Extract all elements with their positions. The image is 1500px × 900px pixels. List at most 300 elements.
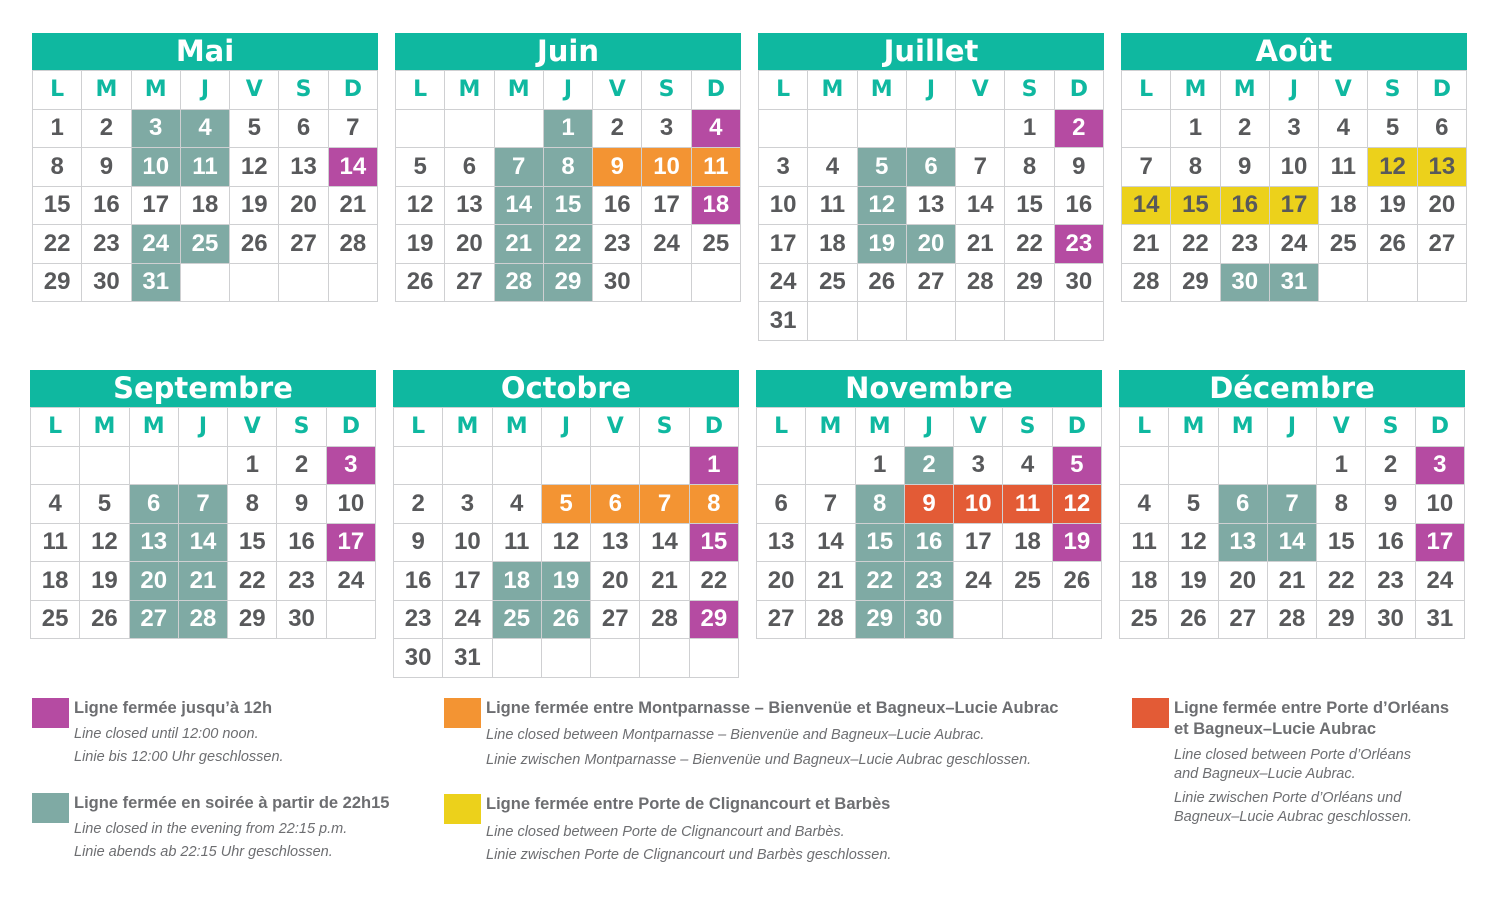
calendar-day: 4: [181, 110, 230, 149]
calendar-day: 26: [858, 264, 907, 303]
empty-day-cell: [642, 264, 691, 303]
calendar-day: 8: [228, 485, 277, 524]
calendar-day: 17: [642, 187, 691, 226]
calendar-day: 7: [329, 110, 378, 149]
calendar-day: 1: [1005, 110, 1054, 149]
calendar-day: 21: [495, 225, 544, 264]
empty-day-cell: [542, 447, 591, 486]
calendar-day: 25: [493, 601, 542, 640]
calendar-day: 13: [1418, 148, 1467, 187]
calendar-day: 29: [33, 264, 82, 303]
weekday-header: L: [1120, 408, 1169, 447]
calendar-day: 21: [1268, 562, 1317, 601]
empty-day-cell: [1003, 601, 1052, 640]
calendar-day: 21: [640, 562, 689, 601]
calendar-day: 14: [806, 524, 855, 563]
empty-day-cell: [1219, 447, 1268, 486]
weekday-header: M: [82, 71, 131, 110]
calendar-day: 16: [1055, 187, 1104, 226]
empty-day-cell: [394, 447, 443, 486]
legend-text-de-line1: Linie zwischen Porte d’Orléans und: [1174, 790, 1402, 806]
calendar-day: 30: [394, 639, 443, 678]
calendar-day: 19: [1053, 524, 1102, 563]
calendar-grid: [756, 407, 1102, 639]
calendar-day: 1: [1171, 110, 1220, 149]
weekday-header: D: [329, 71, 378, 110]
legend-text-de: Linie zwischen Montparnasse – Bienvenüe und Bagneux–Lucie Aubrac geschlossen.: [486, 752, 1032, 768]
calendar-day: 24: [1270, 225, 1319, 264]
legend-text-en: Line closed in the evening from 22:15 p.m.: [74, 821, 348, 837]
empty-day-cell: [808, 110, 857, 149]
weekday-header: V: [1317, 408, 1366, 447]
empty-day-cell: [1055, 302, 1104, 341]
calendar-day: 31: [443, 639, 492, 678]
calendar-day: 14: [495, 187, 544, 226]
empty-day-cell: [1120, 447, 1169, 486]
calendar-day: 14: [329, 148, 378, 187]
empty-day-cell: [230, 264, 279, 303]
legend-text-en-line1: Line closed between Porte d’Orléans: [1174, 747, 1411, 763]
month-title: Novembre: [756, 370, 1102, 407]
calendar-day: 2: [1221, 110, 1270, 149]
calendar-day: 25: [692, 225, 741, 264]
calendar-day: 3: [1270, 110, 1319, 149]
calendar-day: 28: [495, 264, 544, 303]
calendar-day: 5: [1368, 110, 1417, 149]
weekday-header: J: [905, 408, 954, 447]
calendar-day: 14: [1268, 524, 1317, 563]
calendar-day: 24: [759, 264, 808, 303]
calendar-day: 15: [1005, 187, 1054, 226]
legend-text-en: Line closed until 12:00 noon.: [74, 726, 259, 742]
calendar-day: 31: [132, 264, 181, 303]
calendar-day: 4: [808, 148, 857, 187]
calendar-grid: [1119, 407, 1465, 639]
empty-day-cell: [640, 447, 689, 486]
calendar-day: 7: [806, 485, 855, 524]
calendar-day: 25: [1120, 601, 1169, 640]
calendar-grid: [32, 70, 378, 302]
calendar-day: 9: [277, 485, 326, 524]
calendar-day: 12: [1368, 148, 1417, 187]
calendar-day: 27: [130, 601, 179, 640]
calendar-day: 25: [1003, 562, 1052, 601]
calendar-day: 20: [757, 562, 806, 601]
legend-swatch-noon: [32, 698, 69, 728]
calendar-day: 6: [907, 148, 956, 187]
calendar-day: 19: [230, 187, 279, 226]
calendar-day: 16: [82, 187, 131, 226]
calendar-day: 17: [132, 187, 181, 226]
calendar-day: 6: [591, 485, 640, 524]
calendar-day: 1: [856, 447, 905, 486]
legend-title: Ligne fermée en soirée à partir de 22h15: [74, 794, 390, 812]
calendar-day: 7: [495, 148, 544, 187]
calendar-day: 29: [1317, 601, 1366, 640]
calendar-day: 12: [858, 187, 907, 226]
legend-noon: [32, 698, 432, 773]
calendar-day: 22: [1171, 225, 1220, 264]
calendar-day: 15: [544, 187, 593, 226]
calendar-day: 23: [277, 562, 326, 601]
empty-day-cell: [806, 447, 855, 486]
weekday-header: V: [228, 408, 277, 447]
calendar-day: 27: [757, 601, 806, 640]
weekday-header: S: [640, 408, 689, 447]
weekday-header: D: [690, 408, 739, 447]
legend-title: Ligne fermée jusqu’à 12h: [74, 699, 273, 717]
calendar-day: 20: [130, 562, 179, 601]
calendar-day: 25: [1319, 225, 1368, 264]
legend-text-de: Linie bis 12:00 Uhr geschlossen.: [74, 749, 284, 765]
weekday-header: M: [443, 408, 492, 447]
empty-day-cell: [956, 110, 1005, 149]
empty-day-cell: [1368, 264, 1417, 303]
calendar-day: 5: [230, 110, 279, 149]
legend-swatch-orleans: [1132, 698, 1169, 728]
calendar-day: 27: [1418, 225, 1467, 264]
weekday-header: V: [954, 408, 1003, 447]
calendar-day: 11: [692, 148, 741, 187]
empty-day-cell: [954, 601, 1003, 640]
month-title: Juin: [395, 33, 741, 70]
empty-day-cell: [858, 302, 907, 341]
calendar-day: 30: [1221, 264, 1270, 303]
empty-day-cell: [692, 264, 741, 303]
weekday-header: S: [642, 71, 691, 110]
weekday-header: M: [445, 71, 494, 110]
empty-day-cell: [31, 447, 80, 486]
calendar-day: 6: [1418, 110, 1467, 149]
calendar-day: 9: [82, 148, 131, 187]
empty-day-cell: [1319, 264, 1368, 303]
weekday-header: V: [591, 408, 640, 447]
calendar-day: 14: [179, 524, 228, 563]
weekday-header: V: [956, 71, 1005, 110]
calendar-day: 9: [394, 524, 443, 563]
calendar-day: 7: [179, 485, 228, 524]
calendar-day: 23: [394, 601, 443, 640]
calendar-day: 21: [806, 562, 855, 601]
weekday-header: J: [542, 408, 591, 447]
calendar-day: 5: [80, 485, 129, 524]
calendar-day: 9: [593, 148, 642, 187]
legend-title-line2: et Bagneux–Lucie Aubrac: [1174, 720, 1377, 738]
weekday-header: J: [181, 71, 230, 110]
calendar-day: 18: [31, 562, 80, 601]
calendar-day: 1: [228, 447, 277, 486]
legend-orleans: [1132, 698, 1472, 833]
calendar-day: 12: [1169, 524, 1218, 563]
calendar-day: 19: [858, 225, 907, 264]
calendar-day: 23: [1055, 225, 1104, 264]
weekday-header: J: [1268, 408, 1317, 447]
calendar-day: 18: [1120, 562, 1169, 601]
calendar-day: 11: [1003, 485, 1052, 524]
empty-day-cell: [396, 110, 445, 149]
calendar-day: 4: [31, 485, 80, 524]
month-calendar-septembre: [30, 370, 376, 639]
calendar-day: 22: [544, 225, 593, 264]
calendar-day: 3: [443, 485, 492, 524]
calendar-day: 20: [907, 225, 956, 264]
calendar-day: 16: [905, 524, 954, 563]
calendar-day: 5: [396, 148, 445, 187]
calendar-day: 16: [1366, 524, 1415, 563]
empty-day-cell: [179, 447, 228, 486]
empty-day-cell: [1122, 110, 1171, 149]
legend-text-en-line2: and Bagneux–Lucie Aubrac.: [1174, 766, 1356, 782]
calendar-day: 23: [905, 562, 954, 601]
calendar-day: 13: [445, 187, 494, 226]
empty-day-cell: [1268, 447, 1317, 486]
calendar-day: 13: [757, 524, 806, 563]
calendar-day: 3: [642, 110, 691, 149]
calendar-day: 2: [277, 447, 326, 486]
calendar-day: 18: [493, 562, 542, 601]
calendar-day: 26: [1053, 562, 1102, 601]
calendar-day: 1: [690, 447, 739, 486]
calendar-day: 9: [1366, 485, 1415, 524]
calendar-day: 17: [954, 524, 1003, 563]
calendar-day: 23: [82, 225, 131, 264]
calendar-day: 11: [1319, 148, 1368, 187]
calendar-day: 2: [394, 485, 443, 524]
legend-text-de-line2: Bagneux–Lucie Aubrac geschlossen.: [1174, 809, 1413, 825]
weekday-header: S: [1368, 71, 1417, 110]
calendar-day: 22: [690, 562, 739, 601]
empty-day-cell: [279, 264, 328, 303]
calendar-day: 4: [692, 110, 741, 149]
empty-day-cell: [80, 447, 129, 486]
weekday-header: M: [493, 408, 542, 447]
calendar-day: 1: [33, 110, 82, 149]
weekday-header: V: [230, 71, 279, 110]
calendar-day: 25: [31, 601, 80, 640]
calendar-day: 30: [1055, 264, 1104, 303]
calendar-day: 20: [445, 225, 494, 264]
month-title: Mai: [32, 33, 378, 70]
calendar-day: 18: [181, 187, 230, 226]
month-calendar-juillet: [758, 33, 1104, 341]
calendar-day: 22: [1317, 562, 1366, 601]
weekday-header: V: [1319, 71, 1368, 110]
calendar-day: 10: [327, 485, 376, 524]
calendar-day: 11: [1120, 524, 1169, 563]
calendar-day: 5: [542, 485, 591, 524]
calendar-day: 11: [31, 524, 80, 563]
calendar-day: 10: [954, 485, 1003, 524]
empty-day-cell: [443, 447, 492, 486]
calendar-day: 17: [443, 562, 492, 601]
weekday-header: D: [1053, 408, 1102, 447]
calendar-day: 13: [130, 524, 179, 563]
weekday-header: L: [394, 408, 443, 447]
calendar-day: 11: [493, 524, 542, 563]
weekday-header: J: [179, 408, 228, 447]
calendar-day: 13: [591, 524, 640, 563]
calendar-day: 15: [856, 524, 905, 563]
calendar-grid: [1121, 70, 1467, 302]
weekday-header: L: [33, 71, 82, 110]
calendar-day: 29: [228, 601, 277, 640]
weekday-header: L: [31, 408, 80, 447]
month-calendar-novembre: [756, 370, 1102, 639]
calendar-day: 12: [230, 148, 279, 187]
calendar-day: 8: [1171, 148, 1220, 187]
calendar-day: 6: [445, 148, 494, 187]
calendar-grid: [30, 407, 376, 639]
calendar-day: 4: [1003, 447, 1052, 486]
calendar-day: 29: [856, 601, 905, 640]
calendar-day: 12: [1053, 485, 1102, 524]
legend-clignancourt: [444, 794, 1104, 869]
calendar-grid: [393, 407, 739, 678]
month-calendar-octobre: [393, 370, 739, 678]
empty-day-cell: [757, 447, 806, 486]
weekday-header: M: [130, 408, 179, 447]
calendar-day: 21: [956, 225, 1005, 264]
empty-day-cell: [1005, 302, 1054, 341]
calendar-day: 29: [1171, 264, 1220, 303]
calendar-day: 12: [396, 187, 445, 226]
calendar-day: 30: [1366, 601, 1415, 640]
calendar-day: 1: [1317, 447, 1366, 486]
empty-day-cell: [640, 639, 689, 678]
calendar-day: 8: [1005, 148, 1054, 187]
calendar-day: 5: [858, 148, 907, 187]
calendar-grid: [758, 70, 1104, 341]
calendar-day: 29: [544, 264, 593, 303]
calendar-day: 31: [1416, 601, 1465, 640]
calendar-day: 10: [642, 148, 691, 187]
calendar-day: 7: [1268, 485, 1317, 524]
weekday-header: L: [759, 71, 808, 110]
calendar-day: 18: [692, 187, 741, 226]
calendar-day: 28: [1122, 264, 1171, 303]
calendar-day: 7: [640, 485, 689, 524]
calendar-day: 19: [396, 225, 445, 264]
calendar-day: 21: [1122, 225, 1171, 264]
empty-day-cell: [130, 447, 179, 486]
calendar-day: 27: [445, 264, 494, 303]
calendar-day: 27: [1219, 601, 1268, 640]
legend-title-line1: Ligne fermée entre Porte d’Orléans: [1174, 699, 1450, 717]
legend-text-de: Linie abends ab 22:15 Uhr geschlossen.: [74, 844, 333, 860]
calendar-day: 4: [493, 485, 542, 524]
calendar-day: 17: [327, 524, 376, 563]
calendar-day: 30: [905, 601, 954, 640]
empty-day-cell: [445, 110, 494, 149]
calendar-day: 14: [640, 524, 689, 563]
empty-day-cell: [591, 639, 640, 678]
calendar-day: 24: [327, 562, 376, 601]
weekday-header: D: [692, 71, 741, 110]
weekday-header: S: [277, 408, 326, 447]
weekday-header: V: [593, 71, 642, 110]
calendar-day: 10: [1416, 485, 1465, 524]
weekday-header: D: [327, 408, 376, 447]
calendar-day: 14: [956, 187, 1005, 226]
calendar-day: 18: [1319, 187, 1368, 226]
calendar-day: 8: [690, 485, 739, 524]
calendar-day: 15: [33, 187, 82, 226]
calendar-day: 4: [1319, 110, 1368, 149]
calendar-day: 24: [132, 225, 181, 264]
calendar-day: 3: [954, 447, 1003, 486]
calendar-day: 24: [1416, 562, 1465, 601]
weekday-header: M: [132, 71, 181, 110]
calendar-day: 1: [544, 110, 593, 149]
calendar-day: 21: [179, 562, 228, 601]
legend-title: Ligne fermée entre Montparnasse – Bienvenüe et Bagneux–Lucie Aubrac: [486, 699, 1059, 717]
calendar-day: 2: [593, 110, 642, 149]
calendar-day: 12: [80, 524, 129, 563]
weekday-header: S: [1005, 71, 1054, 110]
calendar-day: 28: [640, 601, 689, 640]
empty-day-cell: [1418, 264, 1467, 303]
calendar-day: 10: [132, 148, 181, 187]
calendar-day: 7: [1122, 148, 1171, 187]
calendar-grid: [395, 70, 741, 302]
calendar-day: 20: [279, 187, 328, 226]
calendar-day: 17: [1416, 524, 1465, 563]
weekday-header: L: [757, 408, 806, 447]
calendar-day: 22: [856, 562, 905, 601]
calendar-day: 5: [1053, 447, 1102, 486]
calendar-day: 20: [591, 562, 640, 601]
legend-text-en: Line closed between Montparnasse – Bienvenüe and Bagneux–Lucie Aubrac.: [486, 727, 985, 743]
calendar-day: 3: [132, 110, 181, 149]
weekday-header: D: [1418, 71, 1467, 110]
weekday-header: M: [80, 408, 129, 447]
calendar-day: 10: [759, 187, 808, 226]
legend-title: Ligne fermée entre Porte de Clignancourt et Barbès: [486, 795, 891, 813]
calendar-day: 27: [591, 601, 640, 640]
weekday-header: M: [1171, 71, 1220, 110]
calendar-day: 3: [1416, 447, 1465, 486]
weekday-header: J: [907, 71, 956, 110]
calendar-day: 16: [1221, 187, 1270, 226]
weekday-header: S: [1003, 408, 1052, 447]
legend-text-en: Line closed between Porte de Clignancourt and Barbès.: [486, 824, 845, 840]
month-title: Octobre: [393, 370, 739, 407]
calendar-day: 30: [82, 264, 131, 303]
empty-day-cell: [907, 302, 956, 341]
empty-day-cell: [808, 302, 857, 341]
calendar-day: 15: [1317, 524, 1366, 563]
calendar-day: 19: [1169, 562, 1218, 601]
calendar-day: 2: [905, 447, 954, 486]
calendar-day: 17: [1270, 187, 1319, 226]
calendar-day: 30: [277, 601, 326, 640]
month-title: Décembre: [1119, 370, 1465, 407]
calendar-day: 14: [1122, 187, 1171, 226]
calendar-day: 28: [179, 601, 228, 640]
calendar-day: 17: [759, 225, 808, 264]
calendar-day: 16: [394, 562, 443, 601]
calendar-day: 24: [954, 562, 1003, 601]
calendar-day: 26: [230, 225, 279, 264]
legend-swatch-evening: [32, 793, 69, 823]
empty-day-cell: [493, 447, 542, 486]
calendar-day: 23: [1221, 225, 1270, 264]
weekday-header: D: [1055, 71, 1104, 110]
weekday-header: M: [1219, 408, 1268, 447]
calendar-day: 30: [593, 264, 642, 303]
calendar-day: 28: [956, 264, 1005, 303]
calendar-day: 5: [1169, 485, 1218, 524]
